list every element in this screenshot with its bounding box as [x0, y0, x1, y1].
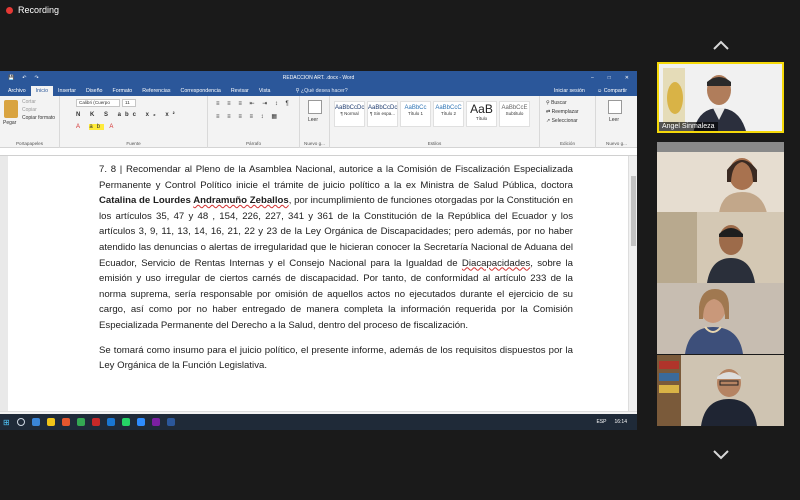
new-group-2 — [596, 96, 637, 148]
style-sample: AaBbCcE — [501, 105, 528, 111]
person-name: Catalina de Lourdes — [99, 195, 194, 207]
read-mode-icon[interactable] — [308, 100, 322, 114]
close-icon[interactable]: ✕ — [624, 75, 629, 81]
style-sample: AaB — [470, 102, 493, 116]
app-icon[interactable] — [152, 418, 160, 426]
word-taskbar-icon[interactable] — [167, 418, 175, 426]
zoom-icon[interactable] — [137, 418, 145, 426]
search-icon[interactable] — [17, 418, 25, 426]
paragraph-1 — [99, 162, 573, 334]
participant-tile[interactable] — [657, 283, 784, 354]
participant-tile[interactable] — [657, 355, 784, 426]
clock[interactable]: 16:14 — [614, 419, 627, 425]
paste-button[interactable]: Pegar — [3, 120, 17, 126]
editing-group — [540, 96, 596, 148]
participant-tile[interactable] — [657, 62, 784, 133]
style-sample: AaBbCcDc — [335, 105, 365, 111]
minimize-icon[interactable]: – — [590, 75, 594, 81]
system-tray — [596, 419, 637, 425]
read-mode-label[interactable]: Leer — [308, 117, 319, 123]
font-name-select[interactable]: Calibri (Cuerpo — [76, 99, 120, 107]
person-surname: Andramuño Zeballos — [193, 195, 289, 207]
select-label: Seleccionar — [551, 118, 578, 124]
whatsapp-icon[interactable] — [122, 418, 130, 426]
find-label: Buscar — [551, 100, 567, 106]
windows-start-icon[interactable]: ⊞ — [3, 417, 10, 427]
font-group — [60, 96, 208, 148]
outlook-icon[interactable] — [107, 418, 115, 426]
scroll-up-chevron-icon[interactable] — [711, 38, 731, 52]
recording-label: Recording — [18, 5, 60, 15]
ribbon-inicio — [0, 96, 637, 148]
read-mode-icon[interactable] — [608, 100, 622, 114]
format-painter-button[interactable]: Copiar formato — [22, 115, 56, 121]
participant-video — [657, 355, 784, 426]
style-heading-2[interactable] — [433, 101, 464, 127]
recording-dot-icon — [6, 7, 13, 14]
style-name: ¶ Normal — [340, 111, 359, 116]
font-label: Fuente — [126, 141, 141, 146]
chrome-icon[interactable] — [77, 418, 85, 426]
new-group-2-label: Nuevo g... — [606, 141, 627, 146]
find-button[interactable]: ⚲ Buscar — [546, 100, 567, 106]
read-mode-label[interactable]: Leer — [609, 117, 620, 123]
document-page[interactable] — [8, 156, 628, 411]
style-sample: AaBbCc — [404, 105, 427, 111]
style-name: Título — [475, 116, 488, 121]
style-name: Título 2 — [440, 111, 456, 116]
scroll-down-chevron-icon[interactable] — [711, 448, 731, 462]
paragraph-1-part-b: , por incumplimiento de funciones otorgadas por la Constitución en los artículos 35, 47 y 48 , 154, 226, 227, 341 y 361 de la Constitución de la República del Ecuador y los artículos 3, 9, 11, 13, 14, 16, 21, 22 y 23 de la Ley Orgánica de Discapacidades; pero además, por no haber atendido las denuncias o alertas de irregularidad que le hicieran conocer la Secretaría Nacional de Aduana del Ecuador, Servicio de Rentas Internas y el Consejo Nacional para la Igualdad de — [99, 195, 573, 269]
horizontal-ruler[interactable] — [0, 148, 637, 156]
scrollbar-thumb[interactable] — [631, 176, 636, 246]
cut-button[interactable]: Cortar — [22, 99, 36, 105]
paragraph-2: Se tomará como insumo para el juicio político, el presente informe, además de los requisitos dispuestos por la Ley Orgánica de la Función Legislativa. — [99, 344, 573, 372]
clipboard-label: Portapapeles — [15, 141, 44, 146]
style-sample: AaBbCcC — [435, 105, 462, 111]
maximize-icon[interactable]: □ — [607, 75, 611, 81]
clipboard-group — [0, 96, 60, 148]
pdf-icon[interactable] — [92, 418, 100, 426]
participant-tile[interactable] — [657, 142, 784, 213]
document-body[interactable] — [99, 162, 573, 374]
font-format-buttons[interactable]: N K S abc x₂ x² — [76, 112, 179, 118]
participant-video — [657, 142, 784, 213]
participant-tile[interactable] — [657, 212, 784, 283]
style-heading-1[interactable] — [400, 101, 431, 127]
style-no-spacing[interactable] — [367, 101, 398, 127]
document-area — [0, 156, 628, 411]
replace-button[interactable]: ⇄ Reemplazar — [546, 109, 579, 115]
paragraph-1-part-c: , sobre la emisión y uso irregular de ciertos carnés de discapacidad. Por tanto, de conformidad al artículo 233 de la norma suprema, sería responsable por omisión de aquellos actos no ejecutados durante el ejercicio de su cargo, así como por no haber entregado de manera completa la información requerida por la Comisión Especializada Permanente del Derecho a la Salud, dentro del proceso de fiscalización. — [99, 257, 573, 331]
styles-group — [330, 96, 540, 148]
paste-icon[interactable] — [4, 100, 18, 118]
tab-formato[interactable]: Formato — [112, 88, 133, 94]
copy-button[interactable]: Copiar — [22, 107, 37, 113]
style-normal[interactable] — [334, 101, 365, 127]
select-button[interactable]: ↗ Seleccionar — [546, 118, 578, 124]
undo-icon[interactable]: ↶ — [22, 75, 27, 81]
paragraph-1-part-a: 7. 8 | Recomendar al Pleno de la Asamblea Nacional, autorice a la Comisión de Fiscalización Especializada Permanente y Control Político inicie el trámite de juicio político a la ex Ministra de Salud Pública, doctora — [99, 164, 573, 191]
tab-insertar[interactable]: Insertar — [58, 88, 77, 94]
styles-label: Estilos — [427, 141, 442, 146]
window-title: REDACCION ART. .docx - Word — [282, 75, 355, 81]
participant-video — [657, 283, 784, 354]
save-icon[interactable]: 💾 — [8, 75, 15, 81]
explorer-icon[interactable] — [47, 418, 55, 426]
paragraph-label: Párrafo — [245, 141, 262, 146]
share-label: Compartir — [603, 88, 627, 94]
recording-indicator — [6, 5, 59, 15]
new-group-1-label: Nuevo g... — [304, 141, 325, 146]
style-subtitle[interactable] — [499, 101, 530, 127]
style-name: Subtítulo — [505, 111, 524, 116]
redo-icon[interactable]: ↷ — [34, 75, 39, 81]
font-color-buttons[interactable]: A ab A — [76, 124, 118, 130]
tell-me-label: ¿Qué desea hacer? — [300, 88, 348, 94]
misspelled-word: Diacapacidades — [461, 257, 531, 269]
tab-correspondencia[interactable]: Correspondencia — [180, 88, 221, 94]
tab-diseno[interactable]: Diseño — [86, 88, 103, 94]
editing-label: Edición — [559, 141, 576, 146]
tab-referencias[interactable]: Referencias — [142, 88, 171, 94]
tab-revisar[interactable]: Revisar — [230, 88, 249, 94]
style-sample: AaBbCcDc — [368, 105, 398, 111]
align-buttons[interactable]: ≡ ≡ ≡ ≡ ↕ ▦ — [216, 114, 281, 120]
shared-screen-word — [0, 71, 637, 430]
participant-name: Angel Sinmaleza — [659, 122, 718, 131]
tab-archivo[interactable]: Archivo — [8, 88, 26, 94]
participant-video — [657, 212, 784, 283]
signin-link[interactable]: Iniciar sesión — [553, 88, 585, 94]
vertical-scrollbar[interactable] — [628, 156, 637, 411]
windows-taskbar — [0, 414, 637, 430]
replace-label: Reemplazar — [551, 109, 579, 115]
tab-inicio[interactable]: Inicio — [31, 86, 53, 96]
font-size-select[interactable]: 11 — [122, 99, 136, 107]
ribbon-tabs — [0, 85, 637, 96]
style-name: Título 1 — [407, 111, 423, 116]
style-title[interactable] — [466, 101, 497, 127]
tab-vista[interactable]: Vista — [258, 88, 271, 94]
share-button[interactable]: ☺ Compartir — [596, 88, 627, 94]
paragraph-group — [208, 96, 300, 148]
language-indicator[interactable]: ESP — [596, 419, 607, 425]
tell-me-search[interactable]: ⚲ ¿Qué desea hacer? — [295, 88, 348, 94]
new-group-1 — [300, 96, 330, 148]
edge-icon[interactable] — [32, 418, 40, 426]
style-name: ¶ Sin espa... — [370, 111, 395, 116]
list-buttons[interactable]: ≡ ≡ ≡ ⇤ ⇥ ↕ ¶ — [216, 101, 292, 107]
word-titlebar — [0, 71, 637, 85]
firefox-icon[interactable] — [62, 418, 70, 426]
